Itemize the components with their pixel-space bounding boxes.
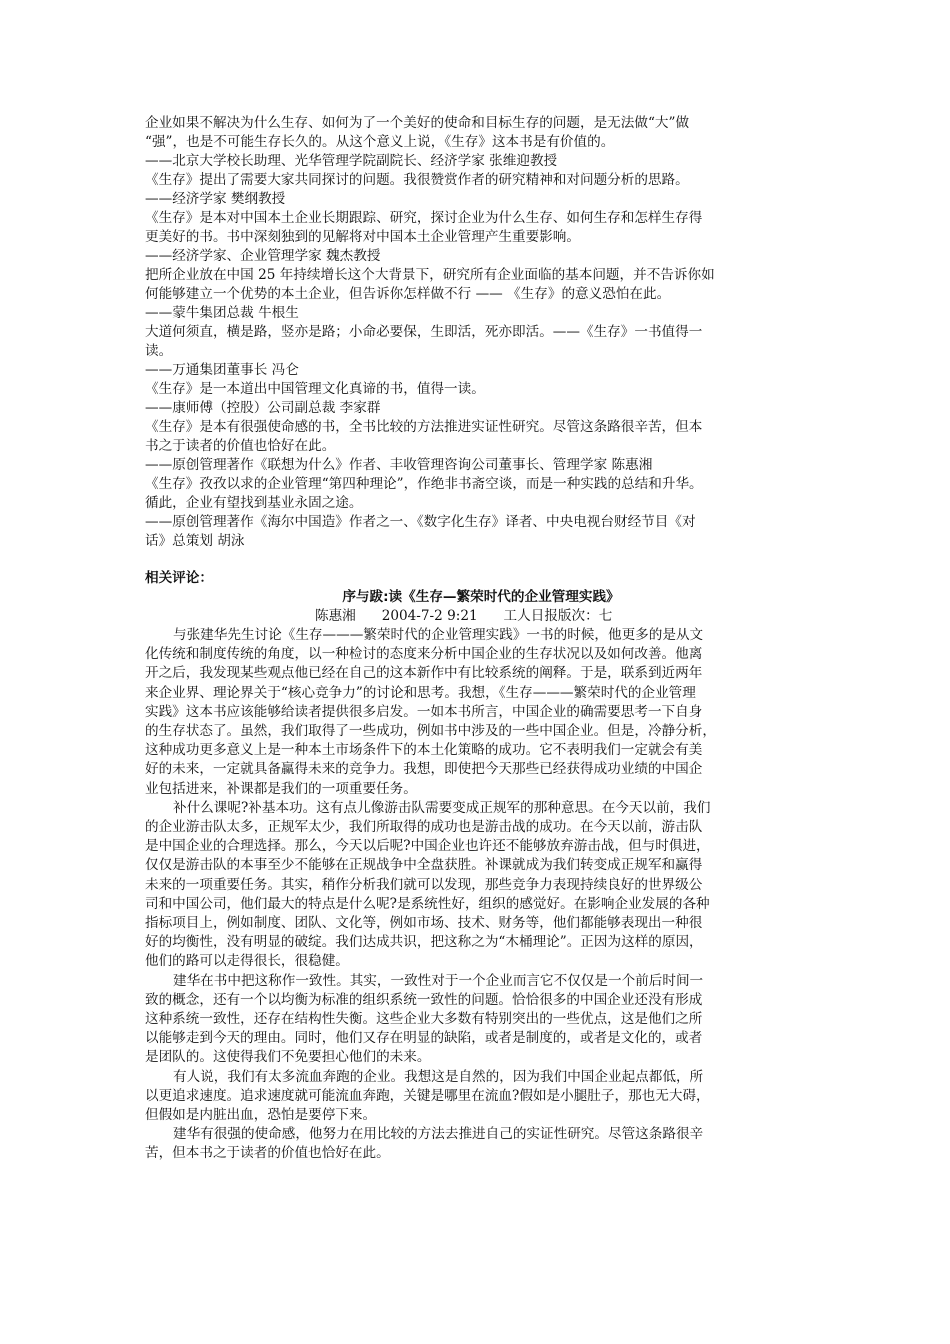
endorsement bbox=[145, 266, 817, 323]
paragraph-line: 好的未来，一定就具备赢得未来的竞争力。我想，即使把今天那些已经获得成功业绩的中国企 bbox=[145, 761, 703, 778]
paragraph-line: 以更追求速度。追求速度就可能流血奔跑，关键是哪里在流血?假如是小腿肚子，那也无大碍， bbox=[145, 1087, 710, 1104]
related-section bbox=[145, 569, 817, 1164]
paragraph-line: 但假如是内脏出血，恐怕是要停下来。 bbox=[145, 1107, 377, 1124]
endorsement bbox=[145, 475, 817, 551]
paragraph-line: 好的均衡性，没有明显的破绽。我们达成共识，把这称之为“木桶理论”。正因为这样的原因， bbox=[145, 934, 703, 951]
quote-line: 《生存》提出了需要大家共同探讨的问题。我很赞赏作者的研究精神和对问题分析的思路。 bbox=[145, 172, 689, 188]
paragraph-line: 仅仅是游击队的本事至少不能够在正规战争中全盘获胜。补课就成为我们转变成正规军和赢得 bbox=[145, 857, 703, 874]
attribution-line: ——原创管理著作《海尔中国造》作者之一、《数字化生存》译者、中央电视台财经节目《对 bbox=[145, 514, 696, 530]
article-byline: 陈惠湘 2004-7-2 9:21 工人日报版次：七 bbox=[315, 608, 613, 624]
attribution-line: ——原创管理著作《联想为什么》作者、丰收管理咨询公司董事长、管理学家 陈惠湘 bbox=[145, 457, 653, 473]
quote-line: 书之于读者的价值也恰好在此。 bbox=[145, 438, 336, 454]
paragraph-line: 他们的路可以走得很长，很稳健。 bbox=[145, 953, 349, 970]
paragraph-line: 是团队的。这使得我们不免要担心他们的未来。 bbox=[145, 1049, 431, 1066]
attribution-line: ——康师傅（控股）公司副总裁 李家群 bbox=[145, 400, 381, 416]
attribution-line: ——万通集团董事长 冯仑 bbox=[145, 362, 299, 378]
endorsement bbox=[145, 323, 817, 380]
document-page bbox=[145, 114, 817, 1164]
related-heading: 相关评论： bbox=[145, 570, 213, 586]
quote-line: 更美好的书。书中深刻独到的见解将对中国本土企业管理产生重要影响。 bbox=[145, 229, 580, 245]
quote-line: 何能够建立一个优势的本土企业，但告诉你怎样做不行 —— 《生存》的意义恐怕在此。 bbox=[145, 286, 671, 302]
paragraph-line: 这种系统一致性，还存在结构性失衡。这些企业大多数有特别突出的一些优点，这是他们之所 bbox=[145, 1011, 703, 1028]
attribution-line: ——经济学家、企业管理学家 魏杰教授 bbox=[145, 248, 381, 264]
paragraph-line: 是中国企业的合理选择。那么，今天以后呢?中国企业也许还不能够放弃游击战，但与时俱进， bbox=[145, 838, 710, 855]
endorsement bbox=[145, 418, 817, 475]
article-title: 序与跋:读《生存—繁荣时代的企业管理实践》 bbox=[342, 589, 620, 605]
paragraph-line: 建华在书中把这称作一致性。其实，一致性对于一个企业而言它不仅仅是一个前后时间一 bbox=[173, 972, 704, 989]
quote-line: 循此，企业有望找到基业永固之途。 bbox=[145, 495, 363, 511]
paragraph-line: 来企业界、理论界关于“核心竞争力”的讨论和思考。我想，《生存———繁荣时代的企业管理 bbox=[145, 684, 696, 701]
article-paragraph bbox=[145, 1125, 817, 1163]
endorsement bbox=[145, 114, 817, 171]
paragraph-line: 苦，但本书之于读者的价值也恰好在此。 bbox=[145, 1145, 390, 1162]
paragraph-line: 实践》这本书应该能够给读者提供很多启发。一如本书所言，中国企业的确需要思考一下自身 bbox=[145, 703, 703, 720]
quote-line: 企业如果不解决为什么生存、如何为了一个美好的使命和目标生存的问题，是无法做“大”做 bbox=[145, 115, 690, 131]
paragraph-line: 开之后，我发现某些观点他已经在自己的这本新作中有比较系统的阐释。于是，联系到近两年 bbox=[145, 665, 703, 682]
paragraph-line: 业包括进来，补课都是我们的一项重要任务。 bbox=[145, 780, 417, 797]
paragraph-line: 致的概念，还有一个以均衡为标准的组织系统一致性的问题。恰恰很多的中国企业还没有形成 bbox=[145, 991, 703, 1008]
paragraph-line: 补什么课呢?补基本功。这有点儿像游击队需要变成正规军的那种意思。在今天以前，我们 bbox=[173, 799, 711, 816]
attribution-line: ——北京大学校长助理、光华管理学院副院长、经济学家 张维迎教授 bbox=[145, 153, 558, 169]
paragraph-line: 的生存状态了。虽然，我们取得了一些成功，例如书中涉及的一些中国企业。但是，冷静分析， bbox=[145, 723, 716, 740]
attribution-line: ——蒙牛集团总裁 牛根生 bbox=[145, 305, 299, 321]
paragraph-line: 这种成功更多意义上是一种本土市场条件下的本土化策略的成功。它不表明我们一定就会有美 bbox=[145, 742, 703, 759]
quote-line: 《生存》是本对中国本土企业长期跟踪、研究，探讨企业为什么生存、如何生存和怎样生存得 bbox=[145, 210, 703, 226]
paragraph-line: 的企业游击队太多，正规军太少，我们所取得的成功也是游击战的成功。在今天以前，游击队 bbox=[145, 819, 703, 836]
quote-line: 《生存》是一本道出中国管理文化真谛的书，值得一读。 bbox=[145, 381, 485, 397]
paragraph-line: 建华有很强的使命感，他努力在用比较的方法去推进自己的实证性研究。尽管这条路很辛 bbox=[173, 1126, 704, 1143]
article-paragraph bbox=[145, 972, 817, 1068]
quote-line: 《生存》是本有很强使命感的书，全书比较的方法推进实证性研究。尽管这条路很辛苦，但本 bbox=[145, 419, 703, 435]
quote-line: 大道何须直，横是路，竖亦是路；小命必要保，生即活，死亦即活。——《生存》一书值得一 bbox=[145, 324, 703, 340]
paragraph-line: 化传统和制度传统的角度，以一种检讨的态度来分析中国企业的生存状况以及如何改善。他离 bbox=[145, 646, 703, 663]
paragraph-line: 未来的一项重要任务。其实，稍作分析我们就可以发现，那些竞争力表现持续良好的世界级公 bbox=[145, 876, 703, 893]
paragraph-line: 指标项目上，例如制度、团队、文化等，例如市场、技术、财务等，他们都能够表现出一种很 bbox=[145, 915, 703, 932]
endorsements-section bbox=[145, 114, 817, 551]
quote-line: “强”，也是不可能生存长久的。从这个意义上说，《生存》这本书是有价值的。 bbox=[145, 134, 615, 150]
endorsement bbox=[145, 380, 817, 418]
article-paragraph bbox=[145, 1068, 817, 1126]
paragraph-line: 司和中国公司，他们最大的特点是什么呢?是系统性好，组织的感觉好。在影响企业发展的各种 bbox=[145, 895, 710, 912]
quote-line: 读。 bbox=[145, 343, 173, 359]
quote-line: 《生存》孜孜以求的企业管理“第四种理论”，作绝非书斋空谈，而是一种实践的总结和升华。 bbox=[145, 476, 703, 492]
paragraph-line: 有人说，我们有太多流血奔跑的企业。我想这是自然的，因为我们中国企业起点都低，所 bbox=[173, 1068, 704, 1085]
paragraph-line: 与张建华先生讨论《生存———繁荣时代的企业管理实践》一书的时候，他更多的是从文 bbox=[173, 627, 704, 643]
endorsement bbox=[145, 209, 817, 266]
article-paragraph bbox=[145, 799, 817, 972]
paragraph-line: 以能够走到今天的理由。同时，他们又存在明显的缺陷，或者是制度的，或者是文化的，或者 bbox=[145, 1030, 703, 1047]
quote-line: 把所企业放在中国 25 年持续增长这个大背景下，研究所有企业面临的基本问题，并不告诉你如 bbox=[145, 267, 715, 283]
endorsement bbox=[145, 171, 817, 209]
article-paragraph bbox=[145, 626, 817, 799]
attribution-line: 话》总策划 胡泳 bbox=[145, 533, 245, 549]
attribution-line: ——经济学家 樊纲教授 bbox=[145, 191, 286, 207]
section-spacer bbox=[145, 551, 817, 569]
